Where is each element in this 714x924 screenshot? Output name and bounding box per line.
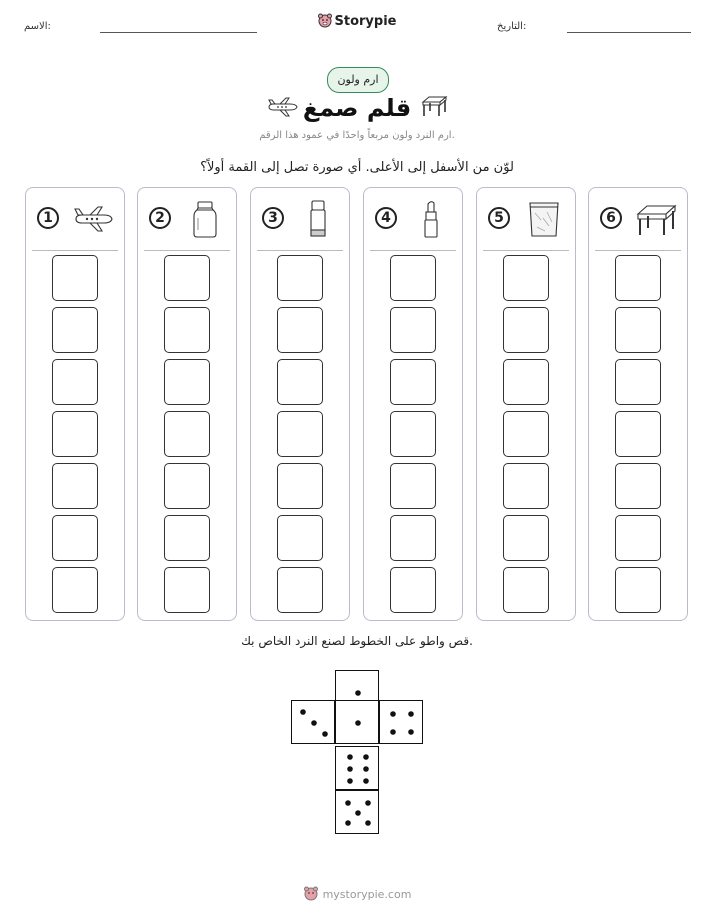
color-box[interactable] xyxy=(390,411,436,457)
dice-face-6 xyxy=(335,746,379,790)
color-box[interactable] xyxy=(52,359,98,405)
column-divider xyxy=(483,250,569,251)
color-box[interactable] xyxy=(503,255,549,301)
color-box[interactable] xyxy=(615,411,661,457)
column-divider xyxy=(32,250,118,251)
column-number: 5 xyxy=(488,207,510,229)
column-divider xyxy=(257,250,343,251)
color-box[interactable] xyxy=(164,567,210,613)
name-line xyxy=(100,32,257,33)
color-box[interactable] xyxy=(390,307,436,353)
dice-face-1 xyxy=(335,700,379,744)
column-number: 6 xyxy=(600,207,622,229)
color-box[interactable] xyxy=(52,411,98,457)
color-box[interactable] xyxy=(277,255,323,301)
roll-column-1 xyxy=(25,187,125,621)
brand-name: Storypie xyxy=(334,13,397,29)
color-box[interactable] xyxy=(164,411,210,457)
color-box[interactable] xyxy=(52,307,98,353)
color-box[interactable] xyxy=(164,255,210,301)
bear-logo-icon xyxy=(318,13,332,29)
activity-tag: ارم ولون xyxy=(327,67,389,93)
color-box[interactable] xyxy=(503,359,549,405)
color-box[interactable] xyxy=(615,463,661,509)
column-number: 2 xyxy=(149,207,171,229)
column-number: 1 xyxy=(37,207,59,229)
color-box[interactable] xyxy=(164,463,210,509)
color-box[interactable] xyxy=(164,359,210,405)
name-label: الاسم: xyxy=(24,21,51,32)
color-box[interactable] xyxy=(503,307,549,353)
column-divider xyxy=(144,250,230,251)
color-box[interactable] xyxy=(615,567,661,613)
color-box[interactable] xyxy=(277,515,323,561)
color-box[interactable] xyxy=(615,515,661,561)
column-divider xyxy=(595,250,681,251)
dice-face-3 xyxy=(291,700,335,744)
column-divider xyxy=(370,250,456,251)
color-box[interactable] xyxy=(52,463,98,509)
color-box[interactable] xyxy=(277,359,323,405)
color-box[interactable] xyxy=(390,359,436,405)
color-box[interactable] xyxy=(503,567,549,613)
color-box[interactable] xyxy=(503,411,549,457)
date-line xyxy=(567,32,691,33)
color-box[interactable] xyxy=(390,255,436,301)
dice-instruction: قص واطو على الخطوط لصنع النرد الخاص بك. xyxy=(241,634,473,648)
column-number: 3 xyxy=(262,207,284,229)
dice-face-5 xyxy=(335,790,379,834)
roll-column-2 xyxy=(137,187,237,621)
bear-logo-icon xyxy=(303,886,319,902)
footer-url: mystorypie.com xyxy=(322,887,412,901)
table-icon xyxy=(420,94,448,118)
footer xyxy=(0,886,714,902)
color-box[interactable] xyxy=(277,307,323,353)
worksheet-title: قلم صمغ xyxy=(302,94,412,122)
column-number: 4 xyxy=(375,207,397,229)
color-box[interactable] xyxy=(503,463,549,509)
glue-stick-icon xyxy=(295,198,341,240)
color-box[interactable] xyxy=(390,463,436,509)
dice-face-4 xyxy=(379,700,423,744)
roll-column-4 xyxy=(363,187,463,621)
color-box[interactable] xyxy=(164,515,210,561)
roll-column-5 xyxy=(476,187,576,621)
color-box[interactable] xyxy=(615,359,661,405)
roll-column-6 xyxy=(588,187,688,621)
color-box[interactable] xyxy=(52,255,98,301)
color-box[interactable] xyxy=(615,255,661,301)
date-label: التاريخ: xyxy=(497,21,527,32)
color-box[interactable] xyxy=(390,567,436,613)
color-box[interactable] xyxy=(52,567,98,613)
color-box[interactable] xyxy=(390,515,436,561)
worksheet-subtitle: ارم النرد ولون مربعاً واحدًا في عمود هذا الرقم. xyxy=(259,130,455,141)
table-icon xyxy=(633,198,679,240)
color-box[interactable] xyxy=(277,567,323,613)
color-box[interactable] xyxy=(615,307,661,353)
lipstick-icon xyxy=(408,198,454,240)
color-box[interactable] xyxy=(164,307,210,353)
color-box[interactable] xyxy=(503,515,549,561)
color-box[interactable] xyxy=(277,411,323,457)
color-box[interactable] xyxy=(52,515,98,561)
brand xyxy=(0,13,714,29)
plastic-bag-icon xyxy=(521,198,567,240)
color-box[interactable] xyxy=(277,463,323,509)
roll-column-3 xyxy=(250,187,350,621)
airplane-icon xyxy=(70,198,116,240)
worksheet-question: لوّن من الأسفل إلى الأعلى. أي صورة تصل إلى القمة أولاً؟ xyxy=(200,160,514,175)
jar-icon xyxy=(182,198,228,240)
